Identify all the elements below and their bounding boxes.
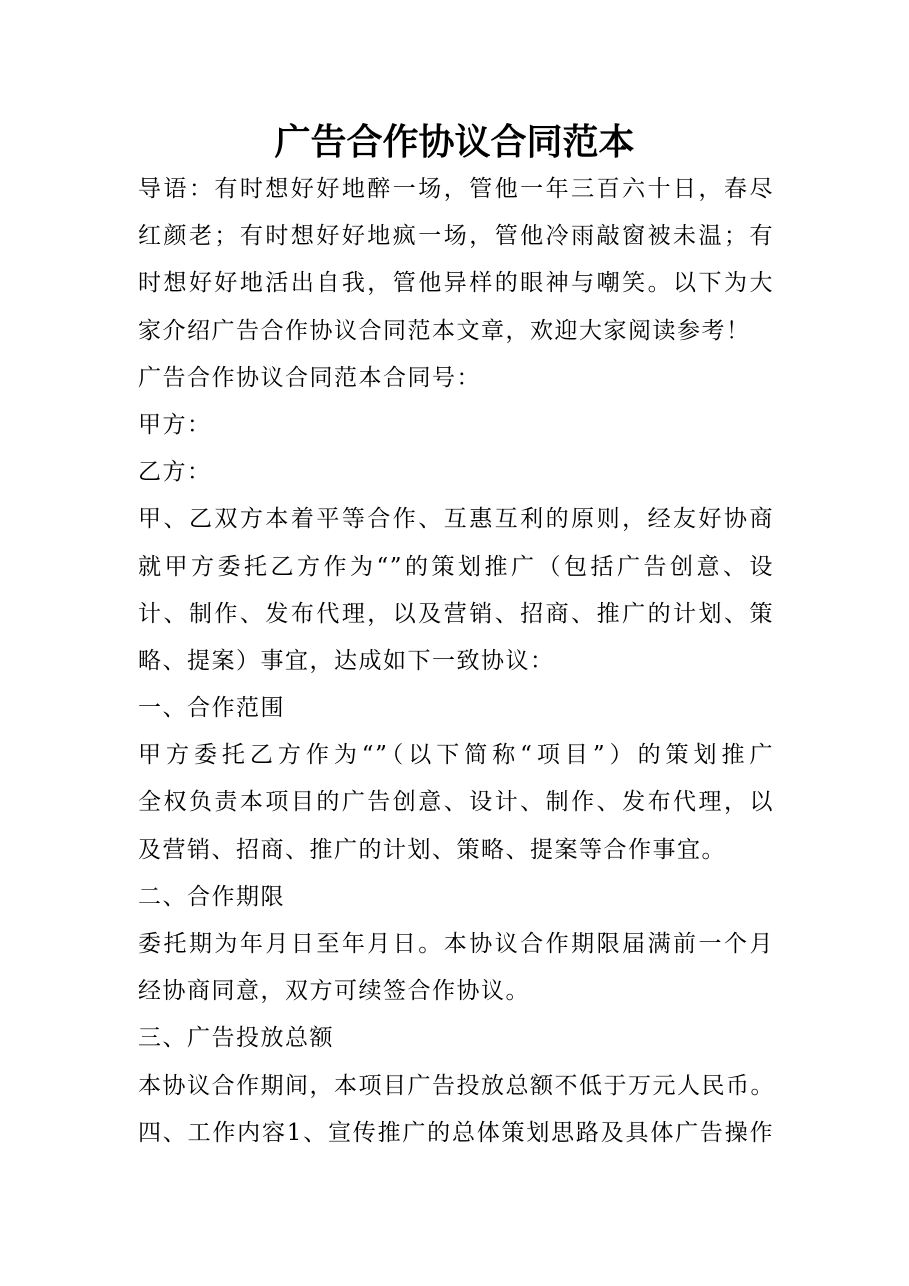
body-line: 乙方： <box>138 459 212 486</box>
body-line: 本协议合作期间，本项目广告投放总额不低于万元人民币。 <box>138 1072 775 1099</box>
body-line: 全权负责本项目的广告创意、设计、制作、发布代理，以 <box>138 789 774 816</box>
body-line: 甲方委托乙方作为“”（以下简称“项目”）的策划推广 <box>138 742 774 769</box>
section-heading: 二、合作期限 <box>138 883 285 910</box>
body-line: 委托期为年月日至年月日。本协议合作期限届满前一个月 <box>138 931 774 957</box>
body-line: 就甲方委托乙方作为“”的策划推广（包括广告创意、设 <box>138 553 774 580</box>
body-line: 导语：有时想好好地醉一场，管他一年三百六十日，春尽 <box>138 176 774 202</box>
document-title: 广告合作协议合同范本 <box>274 121 635 163</box>
body-line: 甲、乙双方本着平等合作、互惠互利的原则，经友好协商 <box>138 506 774 533</box>
body-line: 家介绍广告合作协议合同范本文章，欢迎大家阅读参考！ <box>138 317 751 344</box>
body-line: 及营销、招商、推广的计划、策略、提案等合作事宜。 <box>138 836 726 863</box>
body-line: 经协商同意，双方可续签合作协议。 <box>138 978 530 1005</box>
document-body <box>138 166 774 1157</box>
body-line: 时想好好地活出自我，管他异样的眼神与嘲笑。以下为大 <box>138 270 774 297</box>
section-heading: 三、广告投放总额 <box>138 1025 334 1052</box>
body-line: 略、提案）事宜，达成如下一致协议： <box>138 647 555 674</box>
section-heading: 四、工作内容1、宣传推广的总体策划思路及具体广告操作 <box>138 1119 774 1146</box>
section-heading: 一、合作范围 <box>138 695 285 722</box>
body-line: 计、制作、发布代理，以及营销、招商、推广的计划、策 <box>138 600 774 627</box>
body-line: 红颜老；有时想好好地疯一场，管他冷雨敲窗被未温；有 <box>138 223 774 250</box>
body-line: 广告合作协议合同范本合同号： <box>138 364 481 391</box>
body-line: 甲方： <box>138 411 212 438</box>
